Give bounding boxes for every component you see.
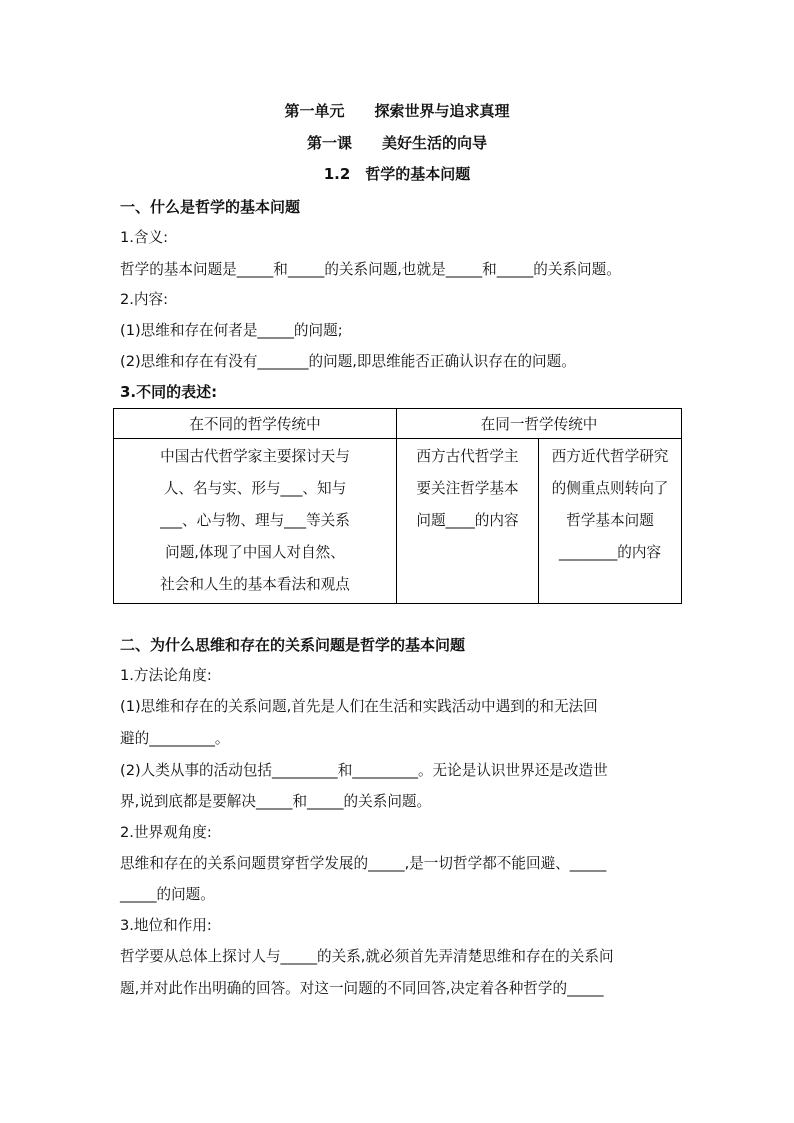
- comparison-table: [113, 408, 682, 604]
- worldview-line2: _____的问题。: [120, 886, 215, 903]
- worldview-line1: 思维和存在的关系问题贯穿哲学发展的_____,是一切哲学都不能回避、_____: [120, 855, 607, 872]
- cell-line: 要关注哲学基本: [416, 480, 519, 497]
- cell-line: 社会和人生的基本看法和观点: [160, 576, 350, 593]
- status-line1: 哲学要从总体上探讨人与_____的关系,就必须首先弄清楚思维和存在的关系问: [120, 948, 614, 965]
- cell-line: 问题,体现了中国人对自然、: [165, 544, 345, 561]
- method-label: 1.方法论角度:: [120, 667, 212, 684]
- status-line2: 题,并对此作出明确的回答。对这一问题的不同回答,决定着各种哲学的_____: [120, 980, 604, 997]
- status-label: 3.地位和作用:: [120, 917, 212, 934]
- part1-heading: 一、什么是哲学的基本问题: [120, 198, 301, 216]
- method-item-2-line1: (2)人类从事的活动包括_________和_________。无论是认识世界还是改造世: [120, 762, 608, 779]
- method-item-1-line2: 避的_________。: [120, 730, 230, 747]
- meaning-label: 1.含义:: [120, 229, 169, 246]
- cell-line: ___、心与物、理与___等关系: [160, 512, 350, 529]
- table-header-same-tradition: 在同一哲学传统中: [397, 409, 682, 439]
- cell-line: 西方古代哲学主: [416, 448, 519, 465]
- cell-line: 问题____的内容: [416, 512, 519, 529]
- meaning-text: 哲学的基本问题是_____和_____的关系问题,也就是_____和_____的关系问题。: [120, 261, 621, 278]
- content-item-2: (2)思维和存在有没有_______的问题,即思维能否正确认识存在的问题。: [120, 353, 576, 370]
- cell-line: 中国古代哲学家主要探讨天与: [160, 448, 350, 465]
- table-header-different-traditions: 在不同的哲学传统中: [114, 409, 397, 439]
- cell-line: 人、名与实、形与___、知与: [163, 480, 347, 497]
- lesson-title: 第一课 美好生活的向导: [306, 134, 487, 152]
- method-item-1-line1: (1)思维和存在的关系问题,首先是人们在生活和实践活动中遇到的和无法回: [120, 698, 598, 715]
- table-cell-western-modern: [539, 439, 682, 604]
- table-cell-chinese-philosophy: [114, 439, 397, 604]
- content-item-1: (1)思维和存在何者是_____的问题;: [120, 322, 343, 339]
- cell-line: 西方近代哲学研究: [551, 448, 669, 465]
- method-item-2-line2: 界,说到底都是要解决_____和_____的关系问题。: [120, 793, 432, 810]
- content-label: 2.内容:: [120, 291, 169, 308]
- part2-heading: 二、为什么思维和存在的关系问题是哲学的基本问题: [120, 636, 466, 654]
- unit-title: 第一单元 探索世界与追求真理: [284, 102, 510, 120]
- cell-line: 的侧重点则转向了: [551, 480, 669, 497]
- cell-line: ________的内容: [558, 544, 662, 561]
- expression-label: 3.不同的表述:: [120, 383, 218, 401]
- table-cell-western-ancient: [397, 439, 539, 604]
- cell-line: 哲学基本问题: [566, 512, 654, 529]
- worldview-label: 2.世界观角度:: [120, 824, 212, 841]
- section-title: 1.2 哲学的基本问题: [323, 165, 471, 183]
